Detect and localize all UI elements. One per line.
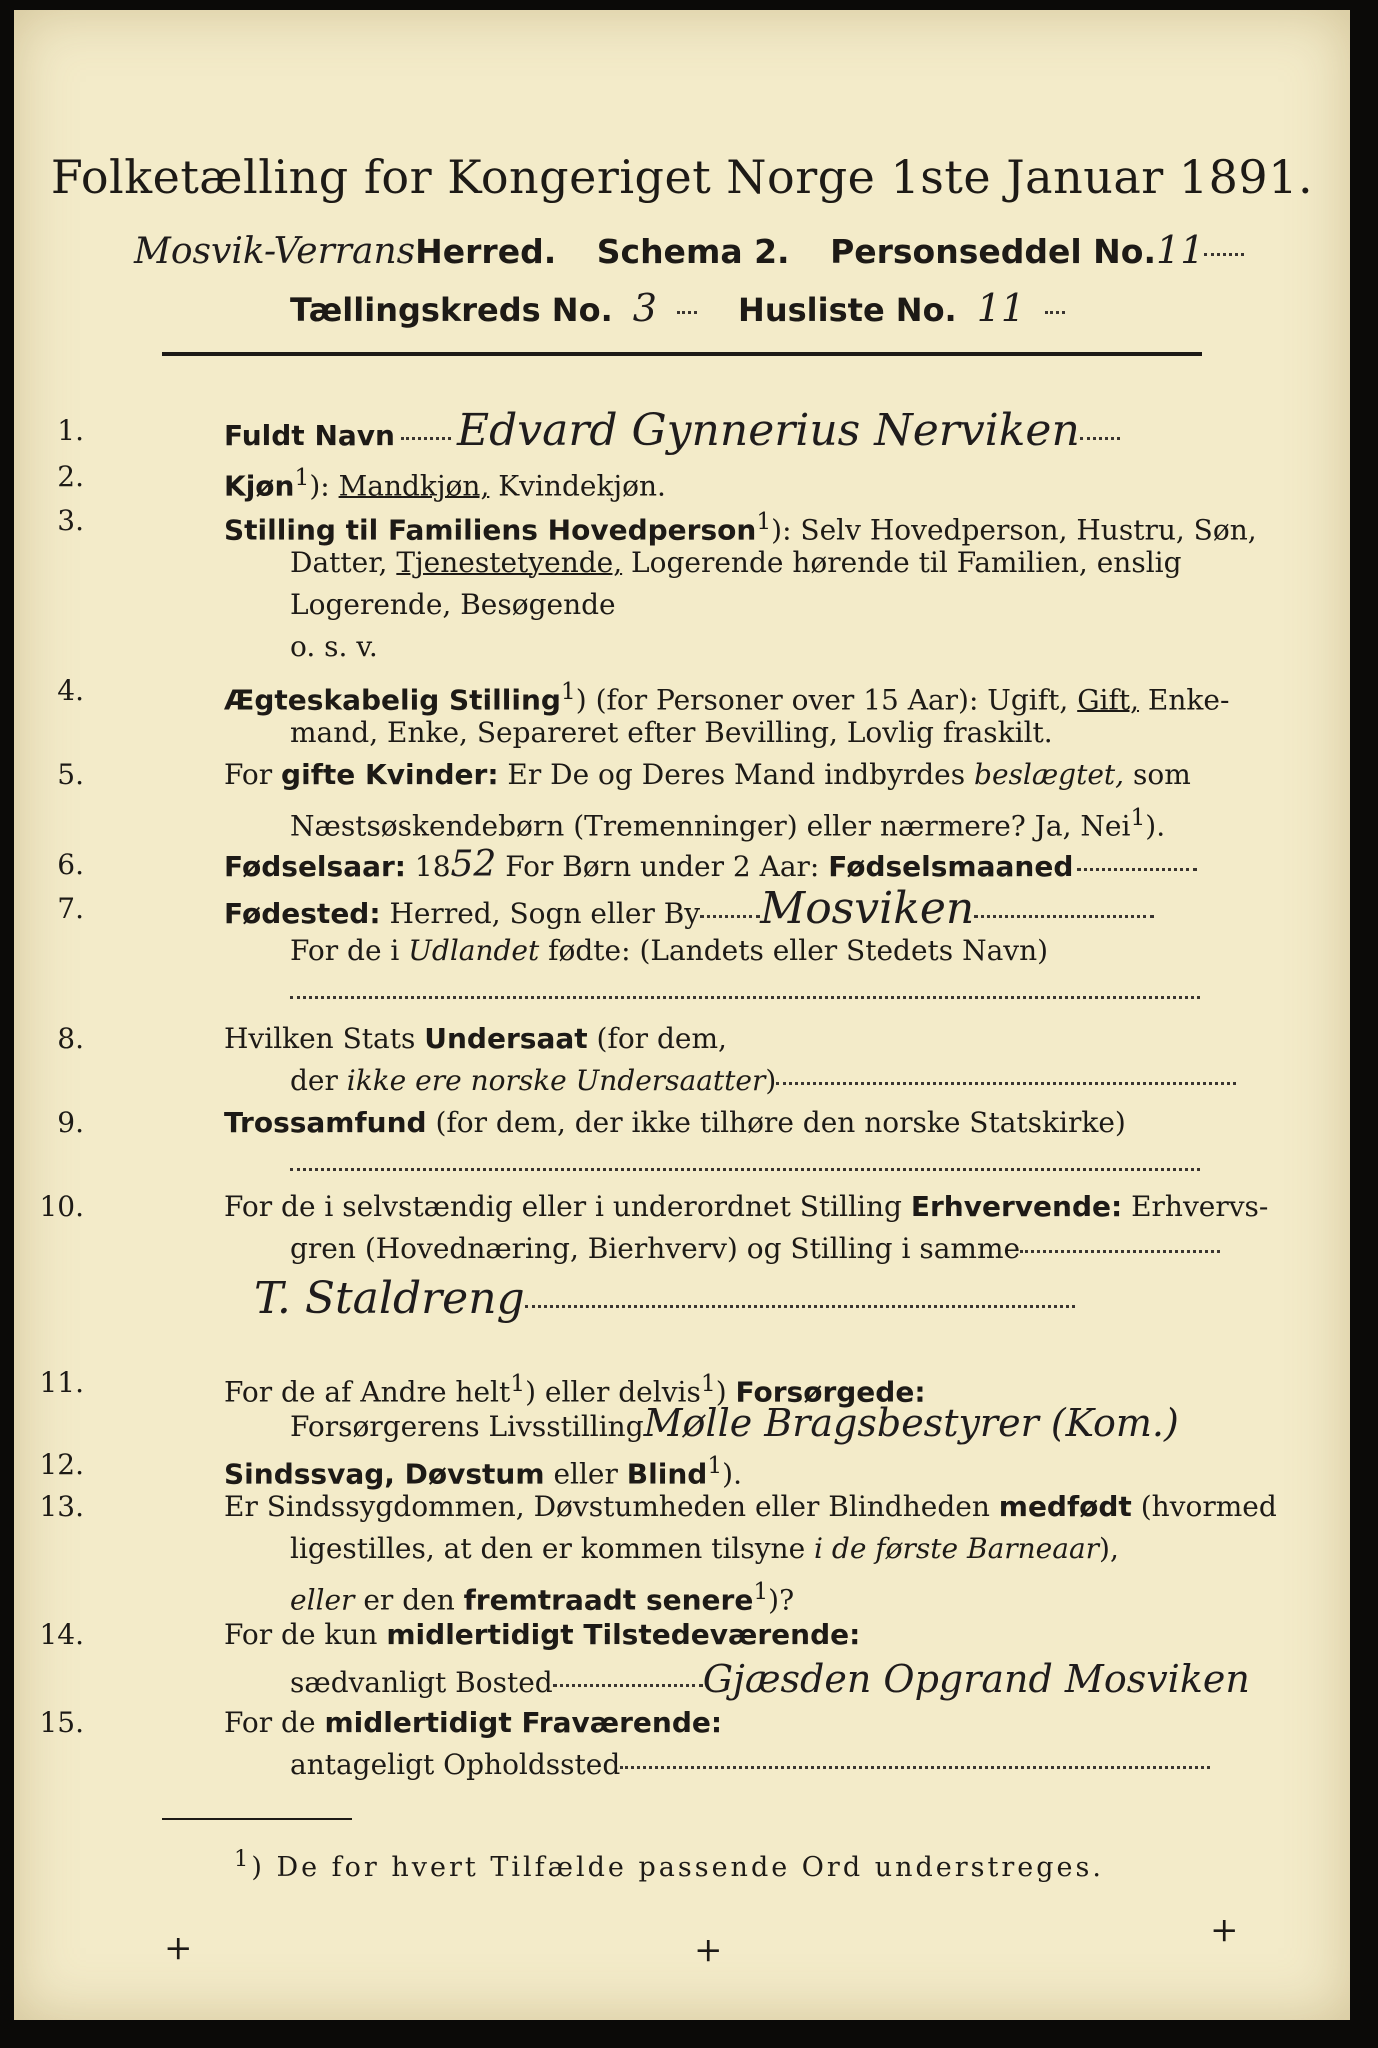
text: Forsørgerens Livsstilling [290,1410,644,1443]
footnote-ref: 1 [707,1451,723,1479]
schema-label: Schema 2. [596,232,790,271]
provider-occupation-value: Mølle Bragsbestyrer (Kom.) [643,1401,1179,1445]
item-number: 7. [57,892,84,925]
item-9-blank-line [290,1146,1200,1188]
item-10-answer-line [254,1273,1075,1325]
text: Udlandet [408,934,540,967]
header-rule [162,352,1202,356]
blind-label: Blind [626,1457,708,1491]
later-onset-label: fremtraadt senere [463,1583,754,1617]
herred-line [134,228,1244,272]
text: Er De og Deres Mand indbyrdes [498,758,975,791]
text: som [1124,758,1191,791]
sex-option-female: Kvindekjøn. [489,469,666,503]
text: 18 [406,850,451,883]
text: ) [765,1064,777,1097]
item-number: 15. [39,1706,84,1739]
marital-status-selected: Gift, [1077,683,1140,717]
text: Logerende hørende til Familien, enslig [622,546,1182,579]
form-title: Folketælling for Kongeriget Norge 1ste Januar 1891. [50,150,1314,204]
text: Datter, [290,546,397,579]
text: ) (for Personer over 15 Aar): Ugift, [575,683,1078,717]
birthplace-label: Fødested: [224,897,381,930]
text: Herred, Sogn eller By [380,897,701,930]
family-position-selected: Tjenestetyende, [396,546,623,579]
text: ): [309,469,339,503]
text: (for dem, der ikke tilhøre den norske Statskirke) [426,1106,1126,1139]
religion-label: Trossamfund [224,1106,427,1139]
text: er den [354,1583,464,1617]
text: For de [224,1706,325,1739]
full-name-label: Fuldt Navn [224,419,395,452]
text: o. s. v. [290,630,378,663]
item-number: 11. [39,1366,84,1399]
text: eller [544,1457,627,1491]
text: der [290,1064,347,1097]
herred-handwritten: Mosvik-Verrans [134,231,416,272]
text: Enke- [1139,683,1230,717]
item-number: 9. [57,1106,84,1139]
usual-residence-value: Gjæsden Opgrand Mosviken [702,1657,1250,1701]
text: fødte: (Landets eller Stedets Navn) [539,934,1049,967]
footnote [234,1846,1104,1883]
text: ) [715,1375,736,1409]
text: Erhvervs- [1122,1190,1269,1223]
text: (for dem, [587,1022,727,1055]
item-number: 13. [39,1490,84,1523]
text: )? [768,1583,795,1617]
footnote-ref: 1 [560,677,576,705]
item-number: 8. [57,1022,84,1055]
text: ): Selv Hovedperson, Hustru, Søn, [771,513,1257,547]
text: antageligt Opholdssted [290,1748,621,1781]
personseddel-label: Personseddel No. [830,232,1157,271]
text: ikke ere norske Undersaatter [346,1064,766,1097]
husliste-label: Husliste No. [738,291,957,329]
text: Hvilken Stats [224,1022,425,1055]
full-name-value: Edvard Gynnerius Nerviken [456,405,1080,456]
herred-label: Herred. [415,232,557,271]
footnote-ref: 1 [510,1369,526,1397]
text: ) eller delvis [525,1375,701,1409]
census-form-page [14,10,1350,2020]
disability-label: Sindssvag, Døvstum [224,1457,545,1491]
sex-label: Kjøn [224,469,295,503]
footnote-rule [162,1818,352,1820]
congenital-label: medfødt [998,1490,1132,1523]
text: ), [1099,1532,1119,1565]
footnote-ref: 1 [1130,803,1146,831]
item-7-blank-line [290,974,1200,1016]
birth-year-value: 52 [450,844,497,885]
text: For de i selvstændig eller i underordnet Stilling [224,1190,911,1223]
kreds-line [290,286,1065,330]
personseddel-no: 11 [1156,228,1205,272]
registration-mark-right: + [1210,1910,1239,1950]
family-position-label: Stilling til Familiens Hovedperson [224,513,757,547]
birth-month-label: Fødselsmaaned [828,850,1074,883]
text: i de første Barneaar [814,1532,1100,1565]
citizenship-label: Undersaat [424,1022,588,1055]
temporary-absent-label: midlertidigt Fraværende: [324,1706,723,1739]
item-number: 12. [39,1448,84,1481]
birthplace-value: Mosviken [760,883,975,934]
text: For de af Andre helt [224,1375,511,1409]
item-number: 3. [57,504,84,537]
footnote-ref: 1 [756,507,772,535]
text: ). [722,1457,742,1491]
item-number: 6. [57,848,84,881]
item-number: 2. [57,460,84,493]
item-number: 5. [57,758,84,791]
text: (hvormed [1131,1490,1277,1523]
footnote-text: ) De for hvert Tilfælde passende Ord understreges. [251,1852,1104,1883]
text: ). [1145,809,1166,843]
married-women-label: gifte Kvinder: [281,758,499,791]
text: beslægtet, [974,758,1125,791]
text: mand, Enke, Separeret efter Bevilling, Lovlig fraskilt. [290,716,1053,749]
text: sædvanligt Bosted [290,1666,553,1699]
text: Næstsøskendebørn (Tremenninger) eller nærmere? Ja, Nei [290,809,1131,843]
temporary-present-label: midlertidigt Tilstedeværende: [386,1618,861,1651]
footnote-ref: 1 [753,1577,769,1605]
kreds-label: Tællingskreds No. [290,291,613,329]
occupation-label: Erhvervende: [910,1190,1123,1223]
text: For de i [290,934,409,967]
dependent-label: Forsørgede: [735,1375,926,1409]
text: eller [290,1583,355,1617]
text: ligestilles, at den er kommen tilsyne [290,1532,815,1565]
birth-year-label: Fødselsaar: [224,850,406,883]
sex-option-male: Mandkjøn, [338,469,490,503]
registration-mark-center: + [694,1930,723,1970]
item-number: 4. [57,674,84,707]
text: gren (Hovednæring, Bierhverv) og Stilling i samme [290,1232,1021,1265]
item-number: 1. [57,414,84,447]
occupation-value: T. Staldreng [254,1273,525,1324]
footnote-ref: 1 [700,1369,716,1397]
item-number: 14. [39,1618,84,1651]
footnote-marker: 1 [234,1846,252,1872]
text: For de kun [224,1618,387,1651]
registration-mark-left: + [164,1928,193,1968]
husliste-no: 11 [976,286,1026,330]
text: For [224,758,282,791]
item-number: 10. [39,1190,84,1223]
text: Er Sindssygdommen, Døvstumheden eller Blindheden [224,1490,999,1523]
marital-status-label: Ægteskabelig Stilling [224,683,561,717]
kreds-no: 3 [632,286,657,330]
text: For Børn under 2 Aar: [496,850,829,883]
text: Logerende, Besøgende [290,588,616,621]
footnote-ref: 1 [294,463,310,491]
